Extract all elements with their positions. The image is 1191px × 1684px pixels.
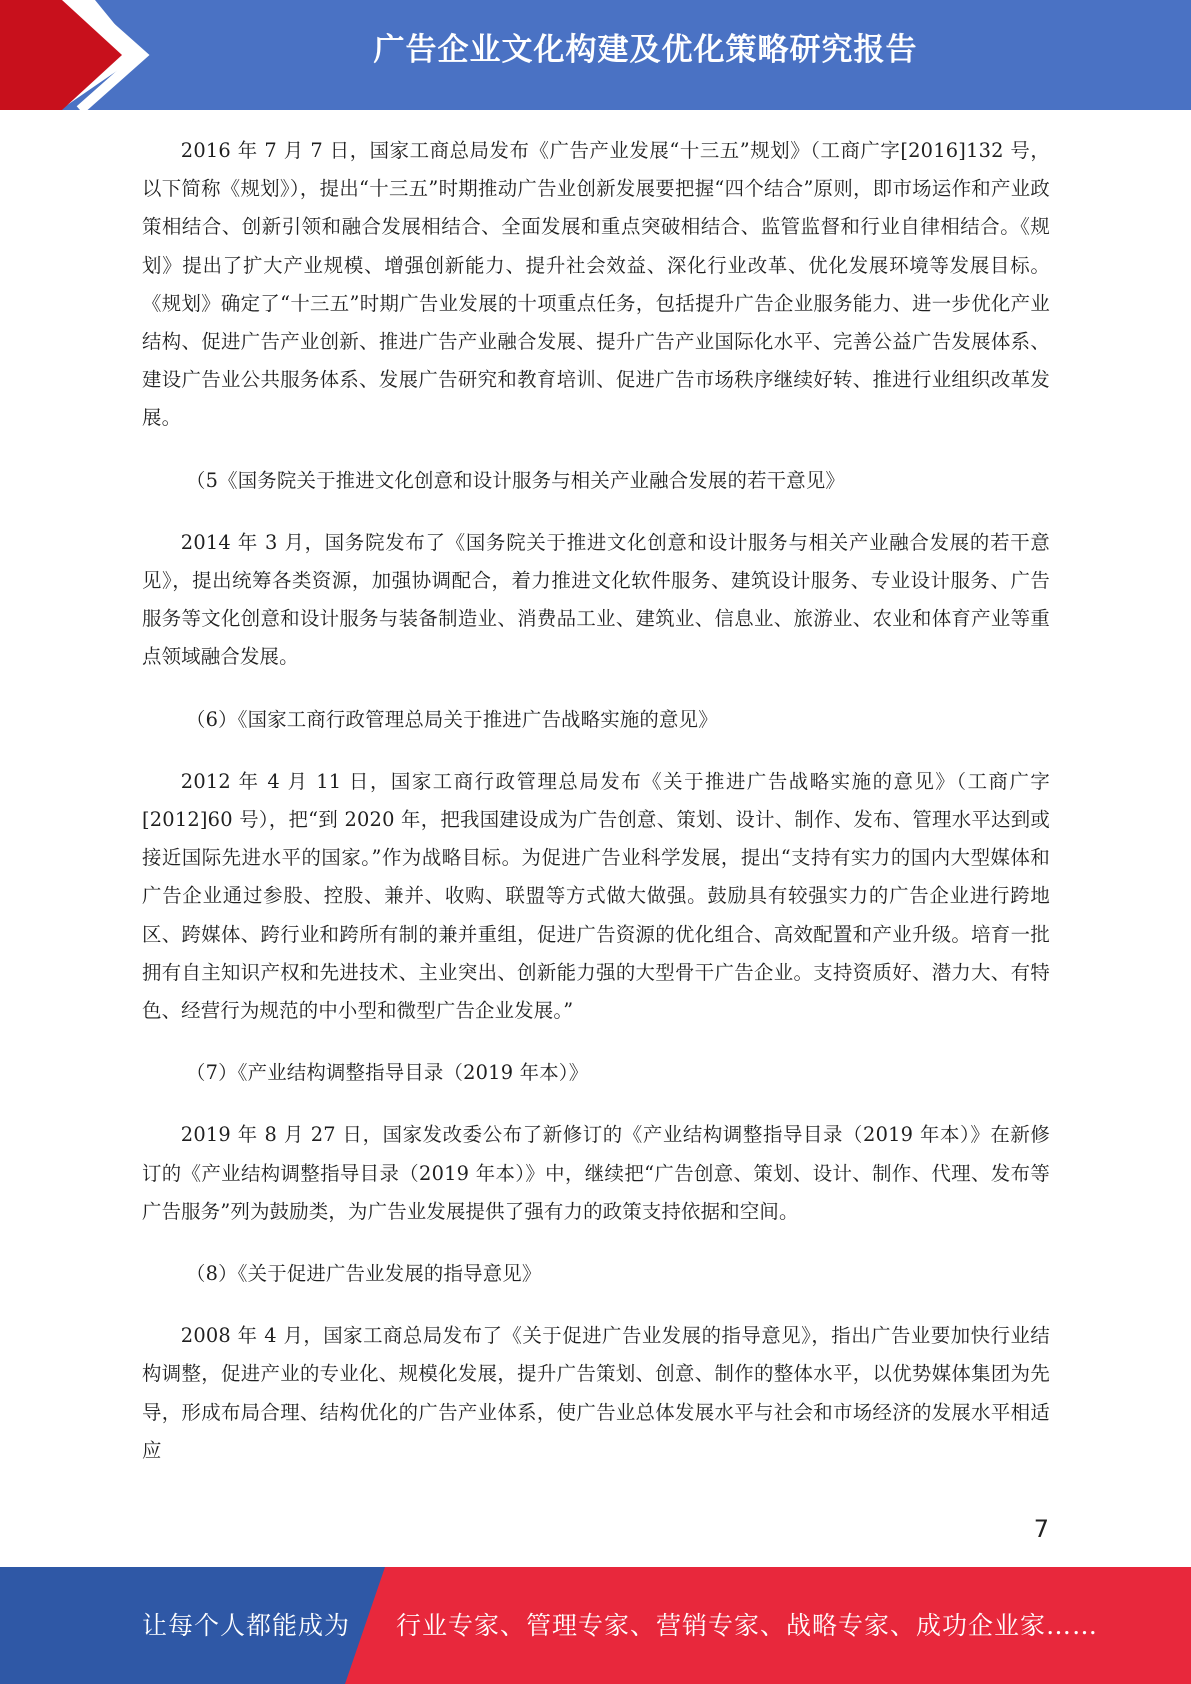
paragraph-2019-catalog: 2019 年 8 月 27 日，国家发改委公布了新修订的《产业结构调整指导目录（2019 年本）》在新修订的《产业结构调整指导目录（2019 年本）》中，继续把“广告创意、策划、设计、制作、代理、发布等广告服务”列为鼓励类，为广告业发展提供了强有力的政策支持依据和空间。	[142, 1123, 1050, 1223]
spacer	[142, 438, 1050, 462]
section-heading-6: （6）《国家工商行政管理总局关于推进广告战略实施的意见》	[186, 707, 718, 731]
paragraph-2014-state-council: 2014 年 3 月，国务院发布了《国务院关于推进文化创意和设计服务与相关产业融合发展的若干意见》，提出统筹各类资源，加强协调配合，着力推进文化软件服务、建筑设计服务、专业设计服务、广告服务等文化创意和设计服务与装备制造业、消费品工业、建筑业、信息业、旅游业、农业和体育产业等重点领域融合发展。	[142, 530, 1050, 669]
header-banner	[0, 0, 1191, 110]
page-number: 7	[1033, 1515, 1049, 1543]
spacer	[142, 1092, 1050, 1116]
paragraph-2012-strategy: 2012 年 4 月 11 日，国家工商行政管理总局发布《关于推进广告战略实施的意见》（工商广字[2012]60 号），把“到 2020 年，把我国建设成为广告创意、策划、设计、制作、发布、管理水平达到或接近国际先进水平的国家。”作为战略目标。为促进广告业科学发展，提出“支持有实力的国内大型媒体和广告企业通过参股、控股、兼并、收购、联盟等方式做大做强。鼓励具有较强实力的广告企业进行跨地区、跨媒体、跨行业和跨所有制的兼并重组，促进广告资源的优化组合、高效配置和产业升级。培育一批拥有自主知识产权和先进技术、主业突出、创新能力强的大型骨干广告企业。支持资质好、潜力大、有特色、经营行为规范的中小型和微型广告企业发展。”	[142, 769, 1050, 1023]
spacer	[142, 1231, 1050, 1255]
footer-slogan-right: 行业专家、管理专家、营销专家、战略专家、成功企业家……	[396, 1611, 1099, 1640]
spacer	[142, 1293, 1050, 1317]
document-body	[142, 132, 1050, 1470]
footer-banner	[0, 1567, 1191, 1684]
section-heading-8: （8）《关于促进广告业发展的指导意见》	[186, 1262, 542, 1286]
paragraph-2016-plan: 2016 年 7 月 7 日，国家工商总局发布《广告产业发展“十三五”规划》（工商广字[2016]132 号，以下简称《规划》），提出“十三五”时期推动广告业创新发展要把握“四个结合”原则，即市场运作和产业政策相结合、创新引领和融合发展相结合、全面发展和重点突破相结合、监管监督和行业自律相结合。《规划》提出了扩大产业规模、增强创新能力、提升社会效益、深化行业改革、优化发展环境等发展目标。《规划》确定了“十三五”时期广告业发展的十项重点任务，包括提升广告企业服务能力、进一步优化产业结构、促进广告产业创新、推进广告产业融合发展、提升广告产业国际化水平、完善公益广告发展体系、建设广告业公共服务体系、发展广告研究和教育培训、促进广告市场秩序继续好转、推进行业组织改革发展。	[142, 139, 1050, 430]
footer-slogan-left: 让每个人都能成为	[142, 1611, 351, 1640]
paragraph-2008-guidance: 2008 年 4 月，国家工商总局发布了《关于促进广告业发展的指导意见》，指出广告业要加快行业结构调整，促进产业的专业化、规模化发展，提升广告策划、创意、制作的整体水平，以优势媒体集团为先导，形成布局合理、结构优化的广告产业体系，使广告业总体发展水平与社会和市场经济的发展水平相适应	[142, 1324, 1050, 1462]
spacer	[142, 677, 1050, 701]
section-heading-7: （7）《产业结构调整指导目录（2019 年本）》	[186, 1061, 589, 1085]
spacer	[142, 1030, 1050, 1054]
spacer	[142, 739, 1050, 763]
section-heading-5: （5《国务院关于推进文化创意和设计服务与相关产业融合发展的若干意见》	[186, 468, 846, 492]
page-title: 广告企业文化构建及优化策略研究报告	[373, 32, 918, 68]
spacer	[142, 500, 1050, 524]
